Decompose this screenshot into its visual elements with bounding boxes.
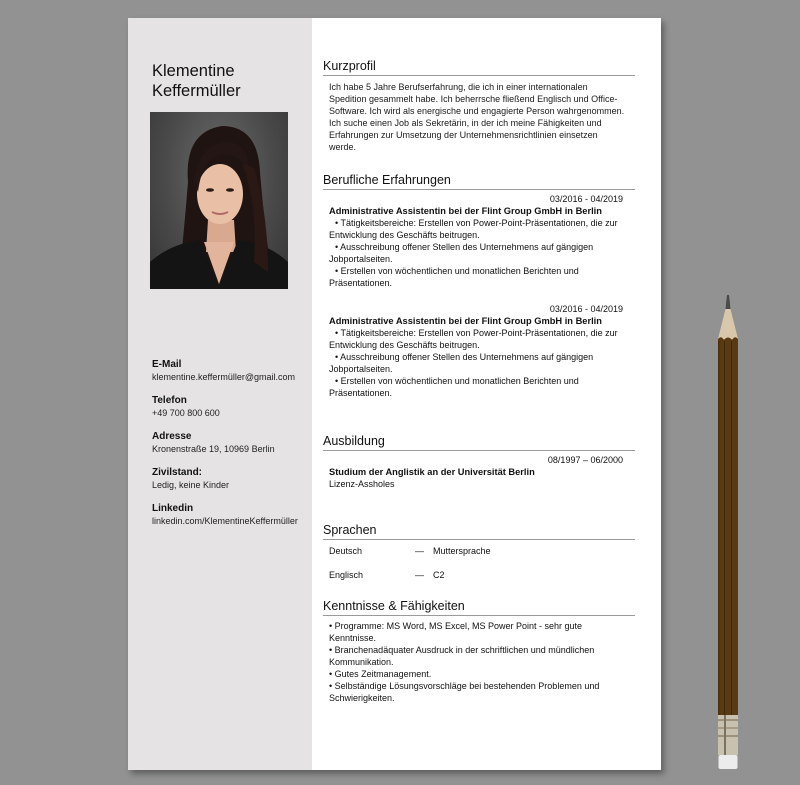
education-date: 08/1997 – 06/2000 — [547, 455, 623, 465]
section-title-skills: Kenntnisse & Fähigkeiten — [323, 599, 635, 616]
education-degree: Studium der Anglistik an der Universität Berlin — [329, 467, 535, 477]
section-languages — [323, 523, 635, 581]
job-entry — [323, 303, 635, 399]
marital-status-value: Ledig, keine Kinder — [152, 480, 230, 490]
job-title: Administrative Assistentin bei der Flint Group GmbH in Berlin — [329, 206, 602, 216]
section-title-languages: Sprachen — [323, 523, 635, 540]
language-row — [323, 569, 635, 581]
contact-address — [152, 430, 312, 455]
language-row — [323, 545, 635, 557]
job-bullet — [323, 217, 635, 241]
bullet-text: • Erstellen von wöchentlichen und monatlichen Berichten und Präsentationen. — [329, 266, 579, 288]
bullet-text: • Tätigkeitsbereiche: Erstellen von Power-Point-Präsentationen, die zur Entwicklung des Geschäfts beitrugen. — [329, 328, 618, 350]
skill-item: • Programme: MS Word, MS Excel, MS Power Point - sehr gute Kenntnisse. — [329, 621, 583, 643]
job-date: 03/2016 - 04/2019 — [549, 194, 623, 204]
email-label: E-Mail — [152, 359, 182, 370]
linkedin-label: Linkedin — [152, 503, 194, 514]
portrait-icon — [150, 112, 288, 289]
section-title-profile: Kurzprofil — [323, 59, 635, 76]
job-bullet — [323, 327, 635, 351]
bullet-text: • Tätigkeitsbereiche: Erstellen von Power-Point-Präsentationen, die zur Entwicklung des Geschäfts beitrugen. — [329, 218, 618, 240]
section-title-experience: Berufliche Erfahrungen — [323, 173, 635, 190]
section-education — [323, 434, 635, 490]
job-bullet — [323, 351, 635, 375]
section-profile — [323, 59, 635, 153]
bullet-text: • Ausschreibung offener Stellen des Unternehmens auf gängigen Jobportalseiten. — [329, 352, 594, 374]
education-subtitle: Lizenz-Assholes — [329, 479, 395, 489]
job-entry — [323, 193, 635, 289]
contact-linkedin — [152, 502, 312, 527]
phone-label: Telefon — [152, 395, 187, 406]
section-experience — [323, 173, 635, 399]
language-name: Englisch — [329, 570, 364, 580]
email-value[interactable]: klementine.keffermüller@gmail.com — [152, 372, 296, 382]
marital-status-label: Zivilstand: — [152, 467, 203, 478]
name-last: Keffermüller — [152, 82, 241, 100]
language-level: Muttersprache — [433, 546, 491, 556]
resume-page — [128, 18, 661, 770]
sidebar — [128, 18, 312, 770]
contact-info — [152, 358, 312, 538]
profile-text: Ich habe 5 Jahre Berufserfahrung, die ich in einer internationalen Spedition gesammelt habe. Ich beherrsche fließend Englisch und Office-Software. Ich wird als energische und engagierte Person wahrgenommen. Ich suche einen Job als Sekretärin, in der ich meine Fähigkeiten und Erfahrungen zur Umsetzung der Unternehmensrichtlinien einsetzen werde. — [329, 82, 625, 152]
job-date: 03/2016 - 04/2019 — [549, 304, 623, 314]
profile-photo — [150, 112, 288, 289]
skills-list — [323, 620, 635, 704]
name-first: Klementine — [152, 62, 235, 80]
address-label: Adresse — [152, 431, 192, 442]
linkedin-value[interactable]: linkedin.com/KlementineKeffermüller — [152, 516, 298, 526]
language-level: C2 — [433, 570, 445, 580]
skill-item: • Selbständige Lösungsvorschläge bei bestehenden Problemen und Schwierigkeiten. — [329, 681, 600, 703]
contact-marital-status — [152, 466, 312, 491]
pencil-icon — [716, 295, 740, 770]
contact-email — [152, 358, 312, 383]
skill-item: • Gutes Zeitmanagement. — [329, 669, 432, 679]
language-dash: — — [415, 546, 424, 556]
bullet-text: • Erstellen von wöchentlichen und monatlichen Berichten und Präsentationen. — [329, 376, 579, 398]
job-bullet — [323, 241, 635, 265]
bullet-text: • Ausschreibung offener Stellen des Unternehmens auf gängigen Jobportalseiten. — [329, 242, 594, 264]
skill-item: • Branchenadäquater Ausdruck in der schriftlichen und mündlichen Kommunikation. — [329, 645, 595, 667]
language-dash: — — [415, 570, 424, 580]
contact-phone — [152, 394, 312, 419]
job-bullet — [323, 265, 635, 289]
section-skills — [323, 599, 635, 704]
language-name: Deutsch — [329, 546, 363, 556]
job-title: Administrative Assistentin bei der Flint Group GmbH in Berlin — [329, 316, 602, 326]
address-value: Kronenstraße 19, 10969 Berlin — [152, 444, 275, 454]
section-title-education: Ausbildung — [323, 434, 635, 451]
job-bullet — [323, 375, 635, 399]
phone-value: +49 700 800 600 — [152, 408, 220, 418]
candidate-name — [152, 61, 241, 101]
